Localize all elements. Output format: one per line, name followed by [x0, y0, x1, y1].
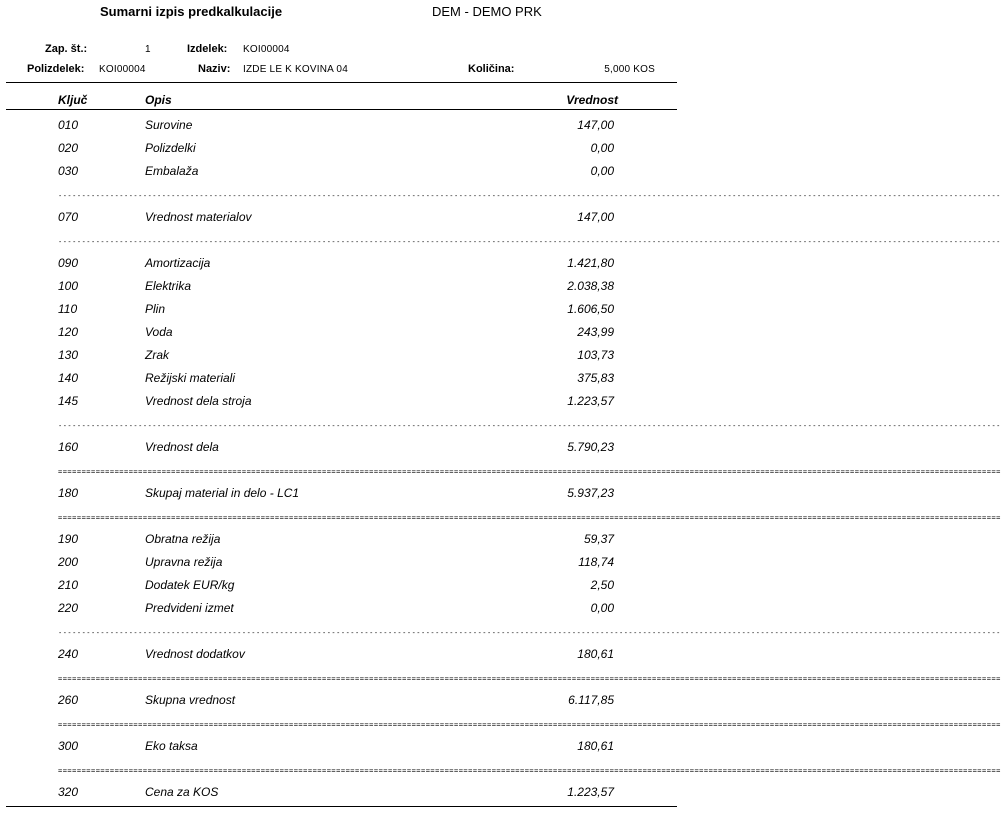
naziv-value: IZDE LE K KOVINA 04	[243, 64, 348, 75]
company-name: DEM - DEMO PRK	[432, 4, 542, 19]
row-description: Polizdelki	[145, 141, 196, 155]
row-key: 200	[58, 555, 79, 569]
row-value: 103,73	[577, 348, 614, 362]
row-value: 1.223,57	[567, 785, 614, 799]
row-key: 145	[58, 394, 79, 408]
row-description: Zrak	[145, 348, 169, 362]
table-row	[0, 118, 678, 134]
polizdelek-label: Polizdelek:	[27, 63, 85, 75]
row-key: 120	[58, 325, 79, 339]
row-value: 2.038,38	[567, 279, 614, 293]
row-description: Cena za KOS	[145, 785, 219, 799]
row-value: 180,61	[577, 739, 614, 753]
row-value: 180,61	[577, 647, 614, 661]
row-description: Plin	[145, 302, 166, 316]
table-row	[0, 394, 678, 410]
row-description: Dodatek EUR/kg	[145, 578, 235, 592]
table-row	[0, 348, 678, 364]
izdelek-label: Izdelek:	[187, 43, 228, 55]
dashed-separator: --------------------------------------------------------------------------------------------------------------------------------------------------------------------------------------------------------	[58, 422, 1001, 430]
kolicina-value: 5,000 KOS	[604, 64, 655, 75]
row-description: Voda	[145, 325, 173, 339]
row-key: 240	[58, 647, 79, 661]
row-value: 1.606,50	[567, 302, 614, 316]
row-value: 375,83	[577, 371, 614, 385]
row-description: Upravna režija	[145, 555, 223, 569]
column-header-desc: Opis	[145, 93, 172, 107]
row-key: 030	[58, 164, 79, 178]
row-description: Vrednost dodatkov	[145, 647, 245, 661]
double-separator: ========================================================================================================================================================================================================	[58, 675, 1001, 683]
table-row	[0, 371, 678, 387]
row-description: Eko taksa	[145, 739, 198, 753]
column-header-key: Ključ	[58, 93, 88, 107]
row-value: 0,00	[590, 164, 614, 178]
row-key: 140	[58, 371, 79, 385]
table-row	[0, 164, 678, 180]
dashed-separator: --------------------------------------------------------------------------------------------------------------------------------------------------------------------------------------------------------	[58, 192, 1001, 200]
row-description: Amortizacija	[145, 256, 211, 270]
row-description: Vrednost dela stroja	[145, 394, 252, 408]
row-key: 020	[58, 141, 79, 155]
row-value: 1.223,57	[567, 394, 614, 408]
table-row	[0, 141, 678, 157]
row-description: Predvideni izmet	[145, 601, 234, 615]
row-key: 160	[58, 440, 79, 454]
double-separator: ========================================================================================================================================================================================================	[58, 468, 1001, 476]
report-title: Sumarni izpis predkalkulacije	[100, 4, 283, 19]
table-row	[0, 532, 678, 548]
row-value: 118,74	[578, 555, 614, 569]
row-key: 300	[58, 739, 79, 753]
table-row	[0, 647, 678, 663]
row-description: Elektrika	[145, 279, 192, 293]
table-row	[0, 440, 678, 456]
row-description: Surovine	[145, 118, 193, 132]
table-row	[0, 739, 678, 755]
row-key: 210	[58, 578, 79, 592]
table-row	[0, 785, 678, 801]
dashed-separator: --------------------------------------------------------------------------------------------------------------------------------------------------------------------------------------------------------	[58, 629, 1001, 637]
row-key: 010	[58, 118, 79, 132]
double-separator: ========================================================================================================================================================================================================	[58, 514, 1001, 522]
row-key: 180	[58, 486, 79, 500]
row-value: 6.117,85	[568, 693, 614, 707]
table-row	[0, 486, 678, 502]
row-value: 2,50	[590, 578, 614, 592]
table-row	[0, 555, 678, 571]
row-description: Skupaj material in delo - LC1	[145, 486, 300, 500]
table-row	[0, 601, 678, 617]
row-value: 243,99	[577, 325, 614, 339]
row-key: 090	[58, 256, 79, 270]
row-key: 110	[58, 302, 78, 316]
double-separator: ========================================================================================================================================================================================================	[58, 767, 1001, 775]
row-key: 320	[58, 785, 79, 799]
row-value: 5.790,23	[567, 440, 614, 454]
table-row	[0, 578, 678, 594]
row-value: 5.937,23	[567, 486, 614, 500]
footer-rule	[6, 806, 677, 807]
row-description: Režijski materiali	[145, 371, 236, 385]
table-row	[0, 302, 678, 318]
zap-label: Zap. št.:	[45, 43, 88, 55]
row-value: 147,00	[577, 210, 614, 224]
row-description: Skupna vrednost	[145, 693, 236, 707]
column-header-value: Vrednost	[566, 93, 618, 107]
row-description: Vrednost dela	[145, 440, 219, 454]
table-row	[0, 210, 678, 226]
table-row	[0, 256, 678, 272]
row-key: 260	[58, 693, 79, 707]
table-row	[0, 325, 678, 341]
row-description: Embalaža	[145, 164, 199, 178]
row-key: 220	[58, 601, 79, 615]
row-value: 0,00	[590, 601, 614, 615]
naziv-label: Naziv:	[198, 63, 231, 75]
row-value: 0,00	[590, 141, 614, 155]
row-description: Obratna režija	[145, 532, 221, 546]
row-key: 070	[58, 210, 79, 224]
row-value: 1.421,80	[567, 256, 614, 270]
row-value: 59,37	[583, 532, 614, 546]
row-description: Vrednost materialov	[145, 210, 252, 224]
row-key: 130	[58, 348, 79, 362]
dashed-separator: --------------------------------------------------------------------------------------------------------------------------------------------------------------------------------------------------------	[58, 238, 1001, 246]
polizdelek-value: KOI00004	[99, 64, 146, 75]
table-row	[0, 279, 678, 295]
table-row	[0, 693, 678, 709]
kolicina-label: Količina:	[468, 63, 515, 75]
row-value: 147,00	[577, 118, 614, 132]
double-separator: ========================================================================================================================================================================================================	[58, 721, 1001, 729]
zap-value: 1	[145, 44, 151, 55]
row-key: 100	[58, 279, 79, 293]
row-key: 190	[58, 532, 79, 546]
izdelek-value: KOI00004	[243, 44, 290, 55]
